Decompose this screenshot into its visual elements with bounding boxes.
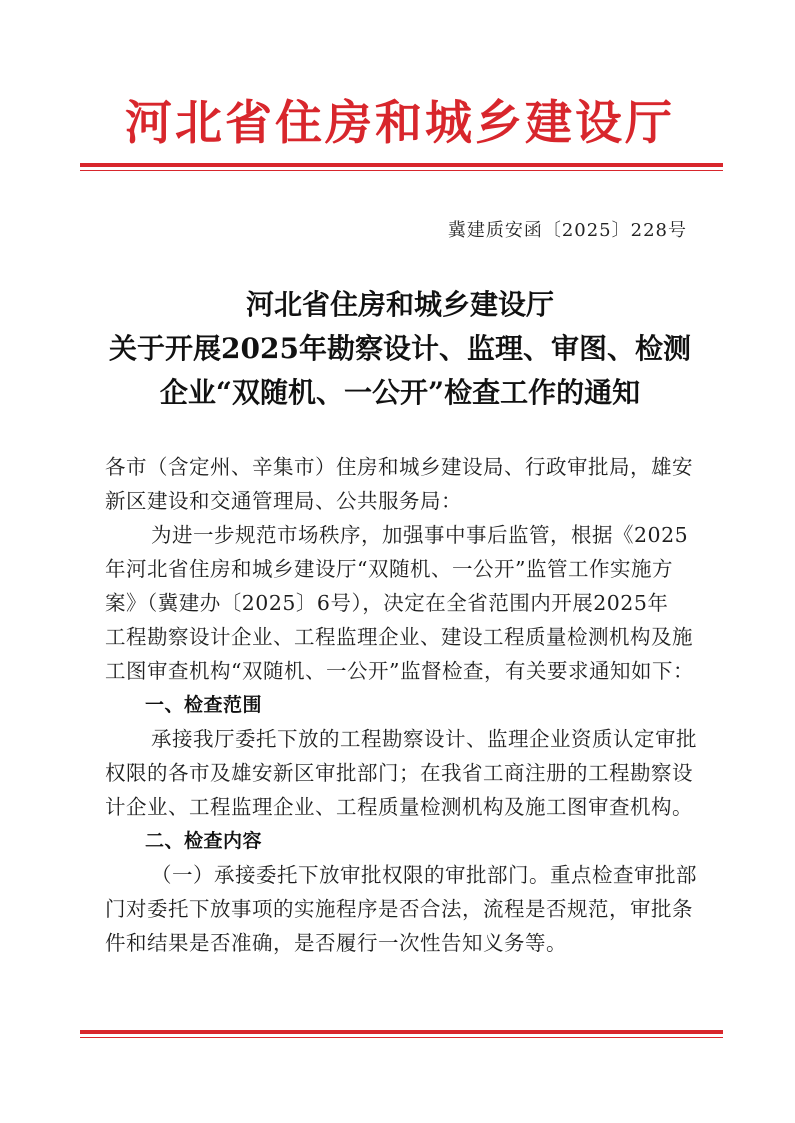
title-line-3: 企业“双随机、一公开”检查工作的通知 — [159, 376, 641, 409]
intro-line-2: 年河北省住房和城乡建设厅“双随机、一公开”监管工作实施方 — [105, 557, 673, 581]
section-2-line-3: 件和结果是否准确，是否履行一次性告知义务等。 — [105, 931, 567, 955]
section-2-heading: 二、检查内容 — [145, 830, 263, 852]
document-body — [105, 450, 697, 960]
footer-rule-thick — [80, 1030, 723, 1034]
title-line-2: 关于开展2025年勘察设计、监理、审图、检测 — [109, 332, 691, 365]
masthead-rule-thick — [80, 163, 723, 167]
masthead-org-name: 河北省住房和城乡建设厅 — [125, 96, 675, 151]
intro-line-1: 为进一步规范市场秩序，加强事中事后监管，根据《2025 — [151, 523, 689, 547]
title-line-1: 河北省住房和城乡建设厅 — [245, 288, 554, 321]
addressee-line-1: 各市（含定州、辛集市）住房和城乡建设局、行政审批局，雄安 — [105, 455, 693, 479]
section-2-line-2: 门对委托下放事项的实施程序是否合法，流程是否规范，审批条 — [105, 897, 693, 921]
section-1-heading: 一、检查范围 — [145, 694, 263, 716]
document-title — [80, 283, 720, 415]
section-1-line-3: 计企业、工程监理企业、工程质量检测机构及施工图审查机构。 — [105, 795, 693, 819]
addressee-line-2: 新区建设和交通管理局、公共服务局： — [105, 489, 462, 513]
section-1-line-2: 权限的各市及雄安新区审批部门；在我省工商注册的工程勘察设 — [105, 761, 693, 785]
masthead-rule-thin — [80, 170, 723, 171]
footer-rule-thin — [80, 1037, 723, 1038]
section-2-line-1: （一）承接委托下放审批权限的审批部门。重点检查审批部 — [151, 863, 697, 887]
intro-line-4: 工程勘察设计企业、工程监理企业、建设工程质量检测机构及施 — [105, 625, 693, 649]
document-number: 冀建质安函〔2025〕228号 — [447, 220, 687, 241]
intro-line-5: 工图审查机构“双随机、一公开”监督检查，有关要求通知如下： — [105, 659, 694, 683]
intro-line-3: 案》（冀建办〔2025〕6号），决定在全省范围内开展2025年 — [105, 591, 669, 615]
section-1-line-1: 承接我厅委托下放的工程勘察设计、监理企业资质认定审批 — [151, 727, 697, 751]
